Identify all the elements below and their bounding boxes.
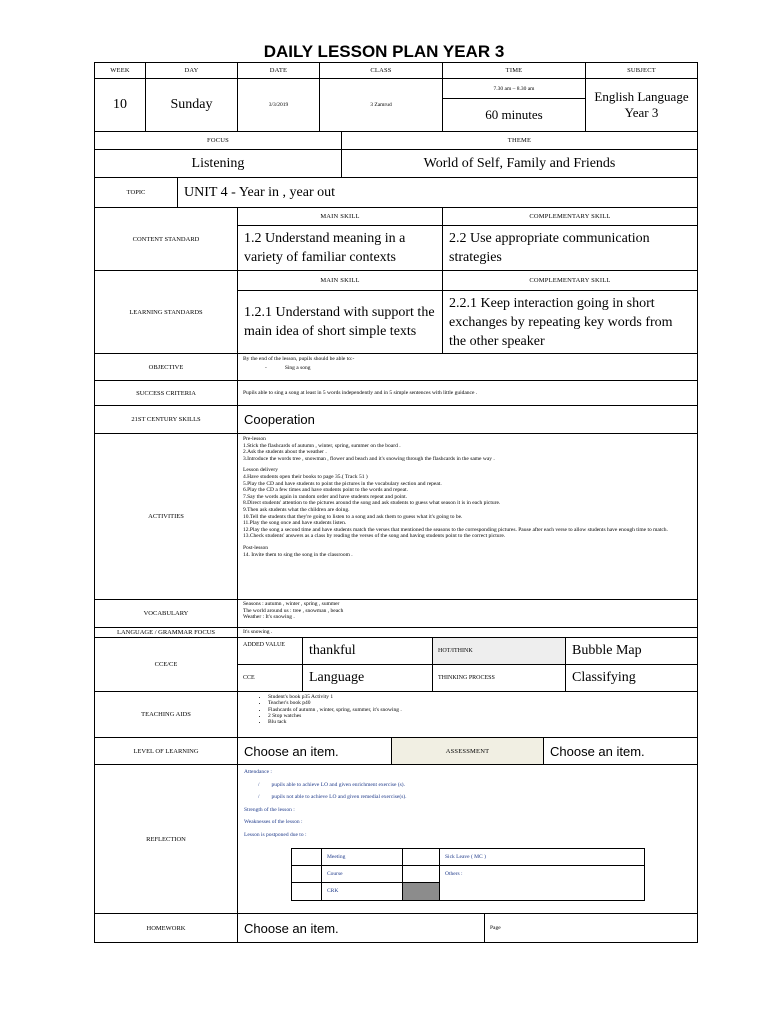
success-criteria-label: SUCCESS CRITERIA xyxy=(94,380,238,406)
learning-main-value: 1.2.1 Understand with support the main idea of short simple texts xyxy=(237,290,443,354)
sick-leave-checkbox[interactable] xyxy=(402,848,440,866)
weakness-label: Weaknesses of the lesson : xyxy=(244,819,303,825)
activity-line: 10.Tell the students that they're going to listen to a song and ask them to guess what it's going to be. xyxy=(243,513,463,520)
activities-list xyxy=(237,433,698,600)
teaching-aid-item: • Blu tack xyxy=(268,719,697,725)
teaching-aids-label: TEACHING AIDS xyxy=(94,691,238,738)
main-skill-header-2: MAIN SKILL xyxy=(237,270,443,291)
complementary-skill-header: COMPLEMENTARY SKILL xyxy=(442,207,698,226)
focus-value: Listening xyxy=(94,149,342,178)
homework-label: HOMEWORK xyxy=(94,913,238,943)
topic-value: UNIT 4 - Year in , year out xyxy=(177,177,698,208)
teaching-aids-list xyxy=(238,694,697,725)
activity-line: 7.Say the words again in random order and have students repeat and point. xyxy=(243,493,408,500)
objective-label: OBJECTIVE xyxy=(94,353,238,381)
vocabulary-line: Weather : It's snowing . xyxy=(243,614,295,621)
bullet-dash: - xyxy=(265,364,267,371)
page-label: Page xyxy=(484,913,698,943)
activity-line: 5.Play the CD and have students to point the pictures in the vocabulary section and repeat. xyxy=(243,480,442,487)
week-header: WEEK xyxy=(94,62,146,79)
activity-line: 1.Stick the flashcards of autumn , winter, spring, summer on the board . xyxy=(243,442,401,449)
grammar-value: It's snowing . xyxy=(237,627,698,638)
crk-shaded-cell xyxy=(402,882,440,901)
thinking-value: Classifying xyxy=(565,664,698,692)
hot-value: Bubble Map xyxy=(565,637,698,665)
activity-line: 13.Check students' answers as a class by reading the verses of the song and having students point to the correct picture. xyxy=(243,533,506,540)
course-checkbox[interactable] xyxy=(291,865,322,883)
page-title: DAILY LESSON PLAN YEAR 3 xyxy=(263,42,505,61)
added-value: thankful xyxy=(302,637,433,665)
assessment-dropdown[interactable]: Choose an item. xyxy=(543,737,698,765)
activity-line: Lesson delivery xyxy=(243,467,278,474)
crk-label: CRK xyxy=(321,882,403,901)
teaching-aid-item: • Student's book p35 Activity 1 xyxy=(268,694,697,700)
skills21-label: 21ST CENTURY SKILLS xyxy=(94,405,238,434)
vocabulary-label: VOCABULARY xyxy=(94,599,238,628)
grammar-label: LANGUAGE / GRAMMAR FOCUS xyxy=(94,627,238,638)
reflection-label: REFLECTION xyxy=(94,764,238,914)
activity-line: 12.Play the song a second time and have students match the verses that mentioned the seasons to the corresponding pictures. Pause after each verse to allow students have enough time to match. xyxy=(243,526,668,533)
learning-standard-label: LEARNING STANDARDS xyxy=(94,270,238,354)
subject-header: SUBJECT xyxy=(585,62,698,79)
time-header: TIME xyxy=(442,62,586,79)
level-label: LEVEL OF LEARNING xyxy=(94,737,238,765)
complementary-skill-header-2: COMPLEMENTARY SKILL xyxy=(442,270,698,291)
activity-line: 14. Invite them to sing the song in the classroom . xyxy=(243,551,353,558)
activity-line: Post-lesson xyxy=(243,544,269,551)
class-header: CLASS xyxy=(319,62,443,79)
added-value-label: ADDED VALUE xyxy=(237,637,303,665)
day-header: DAY xyxy=(145,62,238,79)
reflection-line-1 xyxy=(244,782,691,789)
thinking-label: THINKING PROCESS xyxy=(432,664,566,692)
topic-label: TOPIC xyxy=(94,177,178,208)
sick-leave-label: Sick Leave ( MC ) xyxy=(439,848,645,866)
content-main-value: 1.2 Understand meaning in a variety of familiar contexts xyxy=(237,225,443,271)
cce-sub-label: CCE xyxy=(237,664,303,692)
meeting-checkbox[interactable] xyxy=(291,848,322,866)
teaching-aids-cell xyxy=(237,691,698,738)
activity-line: 6.Play the CD a few times and have students point to the words and repeat. xyxy=(243,487,408,494)
subject-value: English Language Year 3 xyxy=(585,78,698,132)
reflection-line-1-text: pupils able to achieve LO and given enrichment exercise (s). xyxy=(271,781,406,788)
mark-1: / xyxy=(258,781,260,788)
assessment-label: ASSESSMENT xyxy=(391,737,544,765)
course-label: Course xyxy=(321,865,403,883)
day-value: Sunday xyxy=(145,78,238,132)
main-skill-header: MAIN SKILL xyxy=(237,207,443,226)
week-value: 10 xyxy=(94,78,146,132)
date-header: DATE xyxy=(237,62,320,79)
teaching-aid-item: • 2 Stop watches xyxy=(268,713,697,719)
strength-label: Strength of the lesson : xyxy=(244,806,295,813)
class-value: 3 Zamrud xyxy=(319,78,443,132)
others-label: Others : xyxy=(439,865,645,901)
homework-dropdown[interactable]: Choose an item. xyxy=(237,913,485,943)
activity-line: 2.Ask the students about the weather . xyxy=(243,449,327,456)
others-checkbox[interactable] xyxy=(402,865,440,883)
reflection-line-2 xyxy=(244,794,691,801)
objective-cell xyxy=(237,353,698,381)
content-standard-label: CONTENT STANDARD xyxy=(94,207,238,271)
activity-line: 3.Introduce the words tree , snowman , flower and beach and it's snowing through the flashcards in the same way . xyxy=(243,455,495,462)
theme-value: World of Self, Family and Friends xyxy=(341,149,698,178)
activity-line: Pre-lesson xyxy=(243,436,266,442)
vocabulary-list xyxy=(237,599,698,628)
time-value: 7.30 am – 8.30 am xyxy=(442,78,586,99)
postponed-label: Lesson is postponed due to : xyxy=(244,831,307,838)
activities-label: ACTIVITIES xyxy=(94,433,238,600)
content-comp-value: 2.2 Use appropriate communication strategies xyxy=(442,225,698,271)
crk-checkbox[interactable] xyxy=(291,882,322,901)
reflection-line-2-text: pupils not able to achieve LO and given remedial exercise(s). xyxy=(271,794,407,800)
activity-line: 11.Play the song once and have students listen. xyxy=(243,520,347,527)
activity-line: 8.Direct students' attention to the pictures around the song and ask students to guess what season it is in each picture. xyxy=(243,500,501,507)
activity-line: 9.Then ask students what the children are doing. xyxy=(243,506,350,513)
cce-value: Language xyxy=(302,664,433,692)
level-dropdown[interactable]: Choose an item. xyxy=(237,737,392,765)
date-value: 3/3/2019 xyxy=(237,78,320,132)
theme-header: THEME xyxy=(341,131,698,150)
learning-comp-value: 2.2.1 Keep interaction going in short exchanges by repeating key words from the other speaker xyxy=(442,290,698,354)
objective-item-row xyxy=(243,365,692,372)
success-criteria-value: Pupils able to sing a song at least in 5 words independently and in 5 simple sentences with little guidance . xyxy=(237,380,698,406)
hot-label: HOT/ITHINK xyxy=(432,637,566,665)
mark-2: / xyxy=(258,794,260,800)
objective-item: Sing a song xyxy=(284,364,311,371)
attendance-label: Attendance : xyxy=(244,769,272,775)
duration-value: 60 minutes xyxy=(442,98,586,132)
teaching-aid-item: • Flashcards of autumn , winter, spring, summer, it's snowing . xyxy=(268,707,697,713)
meeting-label: Meeting xyxy=(321,848,403,866)
objective-intro: By the end of the lesson, pupils should be able to:- xyxy=(243,356,355,362)
vocabulary-line: The world around us : tree , snowman , beach xyxy=(243,607,344,614)
vocabulary-line: Seasons : autumn , winter , spring , summer xyxy=(243,601,340,607)
cce-ce-label: CCE/CE xyxy=(94,637,238,692)
focus-header: FOCUS xyxy=(94,131,342,150)
skills21-value: Cooperation xyxy=(237,405,698,434)
teaching-aid-item: • Teacher's book p40 xyxy=(268,700,697,706)
activity-line: 4.Have students open their books to page 35.( Track 51 ) xyxy=(243,473,368,480)
